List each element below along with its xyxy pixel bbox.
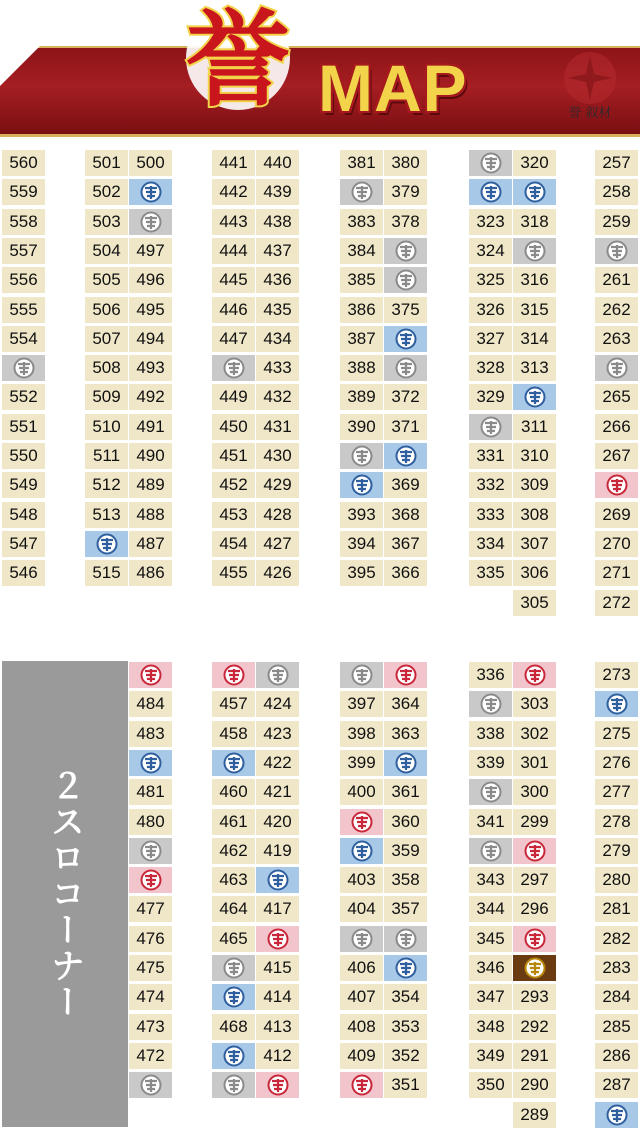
machine-number[interactable]: 488 xyxy=(129,502,172,528)
homare-emblem-icon[interactable] xyxy=(212,1072,255,1098)
machine-number[interactable]: 450 xyxy=(212,414,255,440)
machine-number[interactable]: 473 xyxy=(129,1014,172,1040)
homare-emblem-icon[interactable] xyxy=(384,238,427,264)
machine-number[interactable]: 315 xyxy=(513,297,556,323)
machine-number[interactable]: 378 xyxy=(384,209,427,235)
machine-number[interactable]: 506 xyxy=(85,297,128,323)
machine-number[interactable]: 397 xyxy=(340,691,383,717)
homare-emblem-icon[interactable] xyxy=(513,384,556,410)
machine-number[interactable]: 446 xyxy=(212,297,255,323)
homare-emblem-icon[interactable] xyxy=(384,926,427,952)
machine-number[interactable]: 386 xyxy=(340,297,383,323)
homare-emblem-icon[interactable] xyxy=(384,662,427,688)
machine-number[interactable]: 422 xyxy=(256,750,299,776)
homare-emblem-icon[interactable] xyxy=(212,984,255,1010)
machine-number[interactable]: 361 xyxy=(384,779,427,805)
machine-number[interactable]: 263 xyxy=(595,326,638,352)
machine-number[interactable]: 489 xyxy=(129,472,172,498)
machine-number[interactable]: 282 xyxy=(595,926,638,952)
machine-number[interactable]: 394 xyxy=(340,531,383,557)
machine-number[interactable]: 404 xyxy=(340,896,383,922)
homare-emblem-icon[interactable] xyxy=(384,326,427,352)
machine-number[interactable]: 550 xyxy=(2,443,45,469)
homare-emblem-icon[interactable] xyxy=(256,867,299,893)
corner-logo-text: 誉 叙材 xyxy=(568,106,612,121)
machine-number[interactable]: 316 xyxy=(513,267,556,293)
machine-number[interactable]: 363 xyxy=(384,721,427,747)
homare-emblem-icon[interactable] xyxy=(384,443,427,469)
machine-number[interactable]: 549 xyxy=(2,472,45,498)
machine-number[interactable]: 433 xyxy=(256,355,299,381)
machine-number[interactable]: 427 xyxy=(256,531,299,557)
machine-number[interactable]: 281 xyxy=(595,896,638,922)
homare-emblem-icon[interactable] xyxy=(595,691,638,717)
machine-number[interactable]: 440 xyxy=(256,150,299,176)
machine-number[interactable]: 327 xyxy=(469,326,512,352)
homare-emblem-icon[interactable] xyxy=(469,779,512,805)
machine-number[interactable]: 406 xyxy=(340,955,383,981)
machine-number[interactable]: 474 xyxy=(129,984,172,1010)
machine-number[interactable]: 368 xyxy=(384,502,427,528)
machine-number[interactable]: 460 xyxy=(212,779,255,805)
machine-number[interactable]: 443 xyxy=(212,209,255,235)
homare-emblem-icon[interactable] xyxy=(384,955,427,981)
machine-number[interactable]: 449 xyxy=(212,384,255,410)
machine-number[interactable]: 262 xyxy=(595,297,638,323)
machine-number[interactable]: 461 xyxy=(212,809,255,835)
machine-number[interactable]: 555 xyxy=(2,297,45,323)
machine-number[interactable]: 273 xyxy=(595,662,638,688)
machine-number[interactable]: 384 xyxy=(340,238,383,264)
homare-emblem-icon[interactable] xyxy=(469,179,512,205)
machine-number[interactable]: 318 xyxy=(513,209,556,235)
machine-number[interactable]: 436 xyxy=(256,267,299,293)
machine-number[interactable]: 323 xyxy=(469,209,512,235)
homare-emblem-icon[interactable] xyxy=(340,809,383,835)
machine-number[interactable]: 269 xyxy=(595,502,638,528)
machine-number[interactable]: 259 xyxy=(595,209,638,235)
machine-number[interactable]: 511 xyxy=(85,443,128,469)
machine-number[interactable]: 451 xyxy=(212,443,255,469)
homare-emblem-icon[interactable] xyxy=(513,662,556,688)
homare-emblem-icon[interactable] xyxy=(2,355,45,381)
machine-number[interactable]: 497 xyxy=(129,238,172,264)
machine-number[interactable]: 437 xyxy=(256,238,299,264)
machine-number[interactable]: 299 xyxy=(513,809,556,835)
machine-number[interactable]: 285 xyxy=(595,1014,638,1040)
machine-number[interactable]: 444 xyxy=(212,238,255,264)
machine-number[interactable]: 477 xyxy=(129,896,172,922)
machine-number[interactable]: 266 xyxy=(595,414,638,440)
machine-number[interactable]: 287 xyxy=(595,1072,638,1098)
machine-number[interactable]: 351 xyxy=(384,1072,427,1098)
homare-emblem-icon[interactable] xyxy=(340,926,383,952)
machine-number[interactable]: 289 xyxy=(513,1102,556,1128)
machine-number[interactable]: 432 xyxy=(256,384,299,410)
homare-emblem-icon[interactable] xyxy=(469,150,512,176)
machine-number[interactable]: 503 xyxy=(85,209,128,235)
machine-number[interactable]: 353 xyxy=(384,1014,427,1040)
logo-kanji-text: 誉 xyxy=(185,0,291,120)
homare-emblem-icon[interactable] xyxy=(595,472,638,498)
machine-number[interactable]: 495 xyxy=(129,297,172,323)
machine-number[interactable]: 510 xyxy=(85,414,128,440)
machine-number[interactable]: 275 xyxy=(595,721,638,747)
machine-number[interactable]: 383 xyxy=(340,209,383,235)
header xyxy=(0,0,640,135)
machine-number[interactable]: 371 xyxy=(384,414,427,440)
homare-emblem-icon[interactable] xyxy=(129,179,172,205)
machine-number[interactable]: 271 xyxy=(595,560,638,586)
machine-number[interactable]: 385 xyxy=(340,267,383,293)
machine-number[interactable]: 486 xyxy=(129,560,172,586)
machine-number[interactable]: 265 xyxy=(595,384,638,410)
machine-number[interactable]: 465 xyxy=(212,926,255,952)
machine-number[interactable]: 480 xyxy=(129,809,172,835)
machine-number[interactable]: 333 xyxy=(469,502,512,528)
homare-emblem-icon[interactable] xyxy=(129,662,172,688)
machine-number[interactable]: 300 xyxy=(513,779,556,805)
machine-number[interactable]: 491 xyxy=(129,414,172,440)
homare-emblem-icon[interactable] xyxy=(384,750,427,776)
machine-number[interactable]: 277 xyxy=(595,779,638,805)
machine-number[interactable]: 430 xyxy=(256,443,299,469)
machine-number[interactable]: 487 xyxy=(129,531,172,557)
homare-emblem-icon[interactable] xyxy=(85,531,128,557)
machine-number[interactable]: 423 xyxy=(256,721,299,747)
machine-number[interactable]: 332 xyxy=(469,472,512,498)
machine-number[interactable]: 367 xyxy=(384,531,427,557)
machine-number[interactable]: 447 xyxy=(212,326,255,352)
machine-number[interactable]: 421 xyxy=(256,779,299,805)
machine-number[interactable]: 560 xyxy=(2,150,45,176)
machine-number[interactable]: 428 xyxy=(256,502,299,528)
machine-number[interactable]: 302 xyxy=(513,721,556,747)
machine-number[interactable]: 291 xyxy=(513,1043,556,1069)
machine-number[interactable]: 348 xyxy=(469,1014,512,1040)
machine-number[interactable]: 389 xyxy=(340,384,383,410)
homare-emblem-icon[interactable] xyxy=(129,838,172,864)
machine-number[interactable]: 347 xyxy=(469,984,512,1010)
homare-emblem-icon[interactable] xyxy=(256,1072,299,1098)
homare-emblem-icon[interactable] xyxy=(212,1043,255,1069)
machine-number[interactable]: 343 xyxy=(469,867,512,893)
machine-number[interactable]: 379 xyxy=(384,179,427,205)
machine-number[interactable]: 272 xyxy=(595,590,638,616)
machine-number[interactable]: 431 xyxy=(256,414,299,440)
machine-number[interactable]: 360 xyxy=(384,809,427,835)
machine-number[interactable]: 551 xyxy=(2,414,45,440)
machine-number[interactable]: 426 xyxy=(256,560,299,586)
machine-number[interactable]: 375 xyxy=(384,297,427,323)
homare-emblem-icon[interactable] xyxy=(513,838,556,864)
machine-number[interactable]: 472 xyxy=(129,1043,172,1069)
homare-emblem-icon[interactable] xyxy=(256,662,299,688)
machine-number[interactable]: 296 xyxy=(513,896,556,922)
homare-emblem-icon[interactable] xyxy=(513,926,556,952)
machine-number[interactable]: 346 xyxy=(469,955,512,981)
machine-number[interactable]: 507 xyxy=(85,326,128,352)
machine-number[interactable]: 339 xyxy=(469,750,512,776)
machine-number[interactable]: 328 xyxy=(469,355,512,381)
machine-number[interactable]: 313 xyxy=(513,355,556,381)
machine-number[interactable]: 407 xyxy=(340,984,383,1010)
machine-number[interactable]: 267 xyxy=(595,443,638,469)
machine-number[interactable]: 546 xyxy=(2,560,45,586)
header-band-notch xyxy=(0,46,40,86)
machine-number[interactable]: 403 xyxy=(340,867,383,893)
machine-number[interactable]: 509 xyxy=(85,384,128,410)
corner-label-wrap xyxy=(2,661,128,1127)
machine-number[interactable]: 400 xyxy=(340,779,383,805)
machine-number[interactable]: 420 xyxy=(256,809,299,835)
machine-number[interactable]: 280 xyxy=(595,867,638,893)
homare-emblem-icon[interactable] xyxy=(340,179,383,205)
corner-section xyxy=(2,661,128,1127)
machine-number[interactable]: 414 xyxy=(256,984,299,1010)
machine-number[interactable]: 307 xyxy=(513,531,556,557)
machine-number[interactable]: 513 xyxy=(85,502,128,528)
machine-number[interactable]: 325 xyxy=(469,267,512,293)
corner-logo xyxy=(548,52,632,130)
homare-emblem-icon[interactable] xyxy=(513,179,556,205)
machine-number[interactable]: 419 xyxy=(256,838,299,864)
machine-number[interactable]: 445 xyxy=(212,267,255,293)
machine-number[interactable]: 415 xyxy=(256,955,299,981)
corner-label: ２スロコーナー xyxy=(45,768,84,1020)
machine-number[interactable]: 387 xyxy=(340,326,383,352)
machine-number[interactable]: 462 xyxy=(212,838,255,864)
machine-number[interactable]: 455 xyxy=(212,560,255,586)
machine-number[interactable]: 341 xyxy=(469,809,512,835)
machine-number[interactable]: 381 xyxy=(340,150,383,176)
homare-emblem-icon[interactable] xyxy=(340,443,383,469)
machine-number[interactable]: 278 xyxy=(595,809,638,835)
homare-emblem-icon[interactable] xyxy=(212,355,255,381)
homare-emblem-icon[interactable] xyxy=(212,750,255,776)
machine-number[interactable]: 284 xyxy=(595,984,638,1010)
homare-emblem-icon[interactable] xyxy=(595,1102,638,1128)
machine-number[interactable]: 324 xyxy=(469,238,512,264)
machine-number[interactable]: 554 xyxy=(2,326,45,352)
machine-number[interactable]: 358 xyxy=(384,867,427,893)
machine-number[interactable]: 463 xyxy=(212,867,255,893)
machine-number[interactable]: 439 xyxy=(256,179,299,205)
machine-number[interactable]: 559 xyxy=(2,179,45,205)
machine-number[interactable]: 552 xyxy=(2,384,45,410)
machine-number[interactable]: 301 xyxy=(513,750,556,776)
machine-number[interactable]: 334 xyxy=(469,531,512,557)
machine-number[interactable]: 338 xyxy=(469,721,512,747)
homare-emblem-icon[interactable] xyxy=(129,750,172,776)
homare-emblem-icon[interactable] xyxy=(384,267,427,293)
machine-number[interactable]: 547 xyxy=(2,531,45,557)
homare-emblem-icon[interactable] xyxy=(340,472,383,498)
corner-emblem-icon xyxy=(548,52,632,108)
machine-number[interactable]: 279 xyxy=(595,838,638,864)
homare-emblem-icon[interactable] xyxy=(595,238,638,264)
machine-number[interactable]: 336 xyxy=(469,662,512,688)
machine-number[interactable]: 434 xyxy=(256,326,299,352)
machine-number[interactable]: 490 xyxy=(129,443,172,469)
machine-number[interactable]: 388 xyxy=(340,355,383,381)
homare-emblem-icon[interactable] xyxy=(129,1072,172,1098)
machine-number[interactable]: 417 xyxy=(256,896,299,922)
machine-number[interactable]: 452 xyxy=(212,472,255,498)
homare-emblem-icon[interactable] xyxy=(129,209,172,235)
homare-logo-icon xyxy=(170,0,320,120)
machine-number[interactable]: 390 xyxy=(340,414,383,440)
machine-number[interactable]: 483 xyxy=(129,721,172,747)
machine-number[interactable]: 380 xyxy=(384,150,427,176)
homare-emblem-icon[interactable] xyxy=(129,867,172,893)
machine-number[interactable]: 505 xyxy=(85,267,128,293)
machine-number[interactable]: 320 xyxy=(513,150,556,176)
homare-emblem-icon[interactable] xyxy=(513,955,556,981)
machine-number[interactable]: 357 xyxy=(384,896,427,922)
homare-emblem-icon[interactable] xyxy=(340,838,383,864)
machine-number[interactable]: 442 xyxy=(212,179,255,205)
machine-number[interactable]: 305 xyxy=(513,590,556,616)
machine-number[interactable]: 508 xyxy=(85,355,128,381)
machine-number[interactable]: 408 xyxy=(340,1014,383,1040)
machine-number[interactable]: 558 xyxy=(2,209,45,235)
machine-number[interactable]: 476 xyxy=(129,926,172,952)
homare-emblem-icon[interactable] xyxy=(469,414,512,440)
machine-number[interactable]: 504 xyxy=(85,238,128,264)
machine-number[interactable]: 297 xyxy=(513,867,556,893)
machine-number[interactable]: 314 xyxy=(513,326,556,352)
machine-number[interactable]: 412 xyxy=(256,1043,299,1069)
machine-number[interactable]: 354 xyxy=(384,984,427,1010)
machine-number[interactable]: 349 xyxy=(469,1043,512,1069)
machine-number[interactable]: 424 xyxy=(256,691,299,717)
machine-number[interactable]: 500 xyxy=(129,150,172,176)
machine-number[interactable]: 283 xyxy=(595,955,638,981)
homare-emblem-icon[interactable] xyxy=(513,238,556,264)
machine-number[interactable]: 557 xyxy=(2,238,45,264)
machine-number[interactable]: 270 xyxy=(595,531,638,557)
machine-number[interactable]: 468 xyxy=(212,1014,255,1040)
machine-number[interactable]: 464 xyxy=(212,896,255,922)
machine-number[interactable]: 398 xyxy=(340,721,383,747)
machine-number[interactable]: 395 xyxy=(340,560,383,586)
homare-emblem-icon[interactable] xyxy=(256,926,299,952)
machine-number[interactable]: 326 xyxy=(469,297,512,323)
machine-number[interactable]: 261 xyxy=(595,267,638,293)
homare-emblem-icon[interactable] xyxy=(469,838,512,864)
machine-number[interactable]: 364 xyxy=(384,691,427,717)
machine-number[interactable]: 311 xyxy=(513,414,556,440)
homare-emblem-icon[interactable] xyxy=(469,691,512,717)
machine-number[interactable]: 409 xyxy=(340,1043,383,1069)
machine-number[interactable]: 393 xyxy=(340,502,383,528)
machine-number[interactable]: 286 xyxy=(595,1043,638,1069)
homare-emblem-icon[interactable] xyxy=(212,662,255,688)
machine-number[interactable]: 359 xyxy=(384,838,427,864)
machine-number[interactable]: 308 xyxy=(513,502,556,528)
machine-number[interactable]: 453 xyxy=(212,502,255,528)
machine-number[interactable]: 257 xyxy=(595,150,638,176)
machine-number[interactable]: 441 xyxy=(212,150,255,176)
machine-number[interactable]: 454 xyxy=(212,531,255,557)
machine-number[interactable]: 515 xyxy=(85,560,128,586)
machine-number[interactable]: 306 xyxy=(513,560,556,586)
map-title: MAP xyxy=(318,51,468,125)
machine-number[interactable]: 481 xyxy=(129,779,172,805)
machine-number[interactable]: 369 xyxy=(384,472,427,498)
machine-number[interactable]: 493 xyxy=(129,355,172,381)
machine-number[interactable]: 458 xyxy=(212,721,255,747)
machine-number[interactable]: 310 xyxy=(513,443,556,469)
machine-number[interactable]: 350 xyxy=(469,1072,512,1098)
machine-number[interactable]: 372 xyxy=(384,384,427,410)
machine-number[interactable]: 429 xyxy=(256,472,299,498)
machine-number[interactable]: 494 xyxy=(129,326,172,352)
homare-emblem-icon[interactable] xyxy=(384,355,427,381)
machine-number[interactable]: 344 xyxy=(469,896,512,922)
machine-number[interactable]: 309 xyxy=(513,472,556,498)
machine-number[interactable]: 352 xyxy=(384,1043,427,1069)
machine-number[interactable]: 501 xyxy=(85,150,128,176)
machine-number[interactable]: 331 xyxy=(469,443,512,469)
homare-emblem-icon[interactable] xyxy=(340,662,383,688)
machine-number[interactable]: 303 xyxy=(513,691,556,717)
machine-number[interactable]: 293 xyxy=(513,984,556,1010)
machine-number[interactable]: 290 xyxy=(513,1072,556,1098)
machine-number[interactable]: 435 xyxy=(256,297,299,323)
machine-number[interactable]: 548 xyxy=(2,502,45,528)
machine-number[interactable]: 556 xyxy=(2,267,45,293)
machine-number[interactable]: 475 xyxy=(129,955,172,981)
machine-number[interactable]: 492 xyxy=(129,384,172,410)
homare-emblem-icon[interactable] xyxy=(340,1072,383,1098)
machine-number[interactable]: 292 xyxy=(513,1014,556,1040)
machine-number[interactable]: 512 xyxy=(85,472,128,498)
machine-number[interactable]: 335 xyxy=(469,560,512,586)
machine-number[interactable]: 345 xyxy=(469,926,512,952)
machine-number[interactable]: 258 xyxy=(595,179,638,205)
machine-number[interactable]: 457 xyxy=(212,691,255,717)
homare-emblem-icon[interactable] xyxy=(595,355,638,381)
machine-number[interactable]: 276 xyxy=(595,750,638,776)
homare-emblem-icon[interactable] xyxy=(212,955,255,981)
machine-number[interactable]: 413 xyxy=(256,1014,299,1040)
machine-number[interactable]: 438 xyxy=(256,209,299,235)
machine-number[interactable]: 502 xyxy=(85,179,128,205)
machine-number[interactable]: 329 xyxy=(469,384,512,410)
machine-number[interactable]: 399 xyxy=(340,750,383,776)
machine-number[interactable]: 366 xyxy=(384,560,427,586)
machine-number[interactable]: 484 xyxy=(129,691,172,717)
machine-number[interactable]: 496 xyxy=(129,267,172,293)
